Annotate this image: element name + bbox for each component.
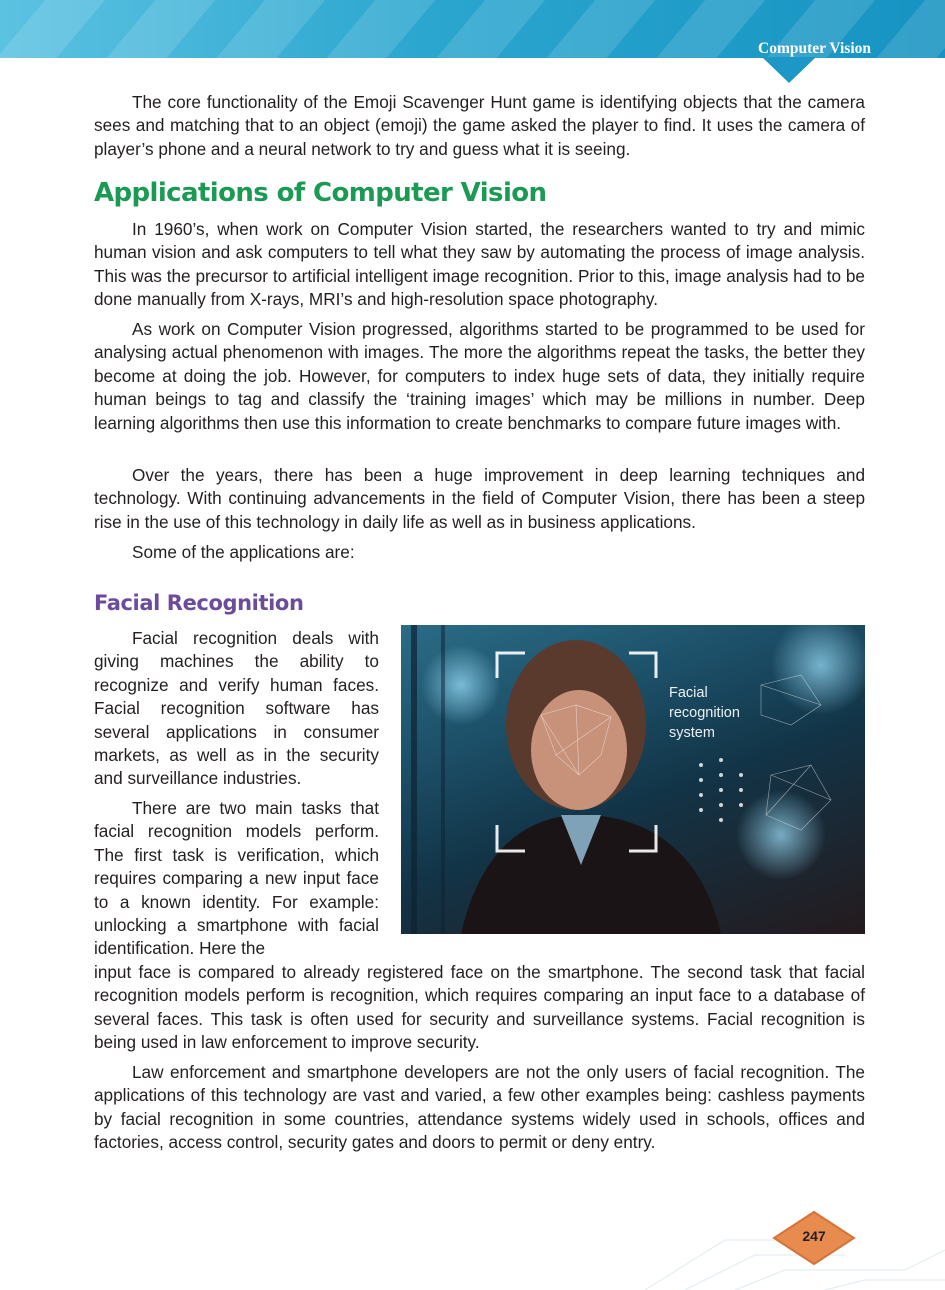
- page-number: 247: [802, 1228, 826, 1244]
- paragraph: As work on Computer Vision progressed, algorithms started to be programmed to be used for analysing actual phenomenon with images. The more the algorithms repeat the tasks, the better they become at doing the job. However, for computers to index huge sets of data, they initially require human beings to tag and classify the ‘training images’ which may be millions in number. Deep learning algorithms then use this information to create benchmarks to compare future images with.: [94, 319, 865, 433]
- chapter-title: Computer Vision: [758, 40, 871, 57]
- header-bar: [0, 0, 945, 58]
- paragraph: In 1960’s, when work on Computer Vision started, the researchers wanted to try and mimic human vision and ask computers to tell what they saw by automating the process of image analysis. This was the precursor to artificial intelligent image recognition. Prior to this, image analysis had to be done manually from X-rays, MRI’s and high-resolution space photography.: [94, 219, 865, 310]
- facial-recognition-image: [401, 625, 865, 934]
- paragraph: Law enforcement and smartphone developers are not the only users of facial recognition. The applications of this technology are vast and varied, a few other examples being: cashless payments by facial recognition in some countries, attendance systems widely used in schools, offices and factories, access control, security gates and doors to permit or deny entry.: [94, 1062, 865, 1153]
- section-heading: Applications of Computer Vision: [94, 178, 547, 208]
- paragraph: Over the years, there has been a huge improvement in deep learning techniques and technology. With continuing advancements in the field of Computer Vision, there has been a steep rise in the use of this technology in daily life as well as in business applications.: [94, 465, 865, 532]
- header-notch: [762, 57, 816, 83]
- paragraph-continuation: input face is compared to already registered face on the smartphone. The second task that facial recognition models perform is recognition, which requires comparing an input face to a database of several faces. This task is often used for security and surveillance systems. Facial recognition is being used in law enforcement to improve security.: [94, 962, 865, 1053]
- subsection-heading: Facial Recognition: [94, 591, 304, 615]
- intro-paragraph: The core functionality of the Emoji Scavenger Hunt game is identifying objects that the camera sees and matching that to an object (emoji) the game asked the player to find. It uses the camera of player’s phone and a neural network to try and guess what it is seeing.: [94, 92, 865, 159]
- column-paragraph: Facial recognition deals with giving machines the ability to recognize and verify human faces. Facial recognition software has several applications in consumer markets, as well as in the security and surveillance industries.: [94, 628, 379, 789]
- paragraph: Some of the applications are:: [132, 542, 355, 562]
- image-caption: Facial recognition system: [669, 685, 740, 741]
- column-paragraph: There are two main tasks that facial recognition models perform. The first task is verification, which requires comparing a new input face to a known identity. For example: unlocking a smartphone with facial identification. Here the: [94, 798, 379, 959]
- photo-illustration: [401, 625, 865, 934]
